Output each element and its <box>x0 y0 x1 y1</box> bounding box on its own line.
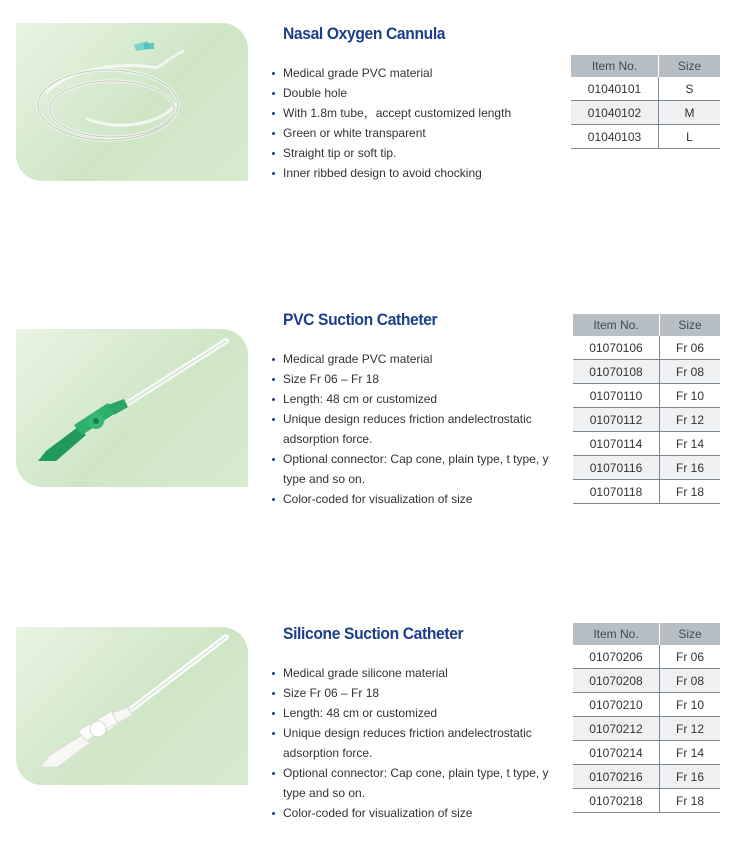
item-no-cell: 01070116 <box>573 456 660 480</box>
size-cell: Fr 06 <box>660 336 721 360</box>
item-no-cell: 01070114 <box>573 432 660 456</box>
table-row <box>573 456 720 480</box>
size-cell: Fr 16 <box>660 765 721 789</box>
feature-item: Inner ribbed design to avoid chocking <box>270 163 560 183</box>
table-row <box>573 480 720 504</box>
size-header: Size <box>659 55 721 77</box>
feature-item: Length: 48 cm or customized <box>270 389 560 409</box>
table-row <box>573 693 720 717</box>
spec-table <box>573 314 720 504</box>
item-no-cell: 01070112 <box>573 408 660 432</box>
feature-item: Size Fr 06 – Fr 18 <box>270 683 560 703</box>
feature-list <box>270 349 560 509</box>
spec-table <box>571 55 720 149</box>
item-no-cell: 01070210 <box>573 693 660 717</box>
feature-item: Optional connector: Cap cone, plain type, t type, y type and so on. <box>270 449 560 489</box>
size-cell: Fr 14 <box>660 432 721 456</box>
feature-item: Green or white transparent <box>270 123 560 143</box>
table-row <box>573 717 720 741</box>
pvc-catheter-image <box>16 329 248 487</box>
feature-item: Size Fr 06 – Fr 18 <box>270 369 560 389</box>
size-cell: M <box>659 101 721 125</box>
spec-table <box>573 623 720 813</box>
size-cell: Fr 08 <box>660 669 721 693</box>
nasal-cannula-image <box>16 23 248 181</box>
size-cell: Fr 12 <box>660 717 721 741</box>
feature-item: With 1.8m tube，accept customized length <box>270 103 560 123</box>
table-row <box>573 360 720 384</box>
table-row <box>571 125 720 149</box>
size-cell: Fr 18 <box>660 480 721 504</box>
feature-item: Color-coded for visualization of size <box>270 803 560 823</box>
size-cell: Fr 10 <box>660 693 721 717</box>
size-cell: Fr 18 <box>660 789 721 813</box>
table-row <box>573 645 720 669</box>
product-title: PVC Suction Catheter <box>283 310 438 329</box>
feature-item: Optional connector: Cap cone, plain type, t type, y type and so on. <box>270 763 560 803</box>
item-no-cell: 01040102 <box>571 101 659 125</box>
item-no-cell: 01070208 <box>573 669 660 693</box>
table-row <box>571 101 720 125</box>
item-no-header: Item No. <box>573 623 660 645</box>
size-cell: Fr 06 <box>660 645 721 669</box>
table-row <box>573 336 720 360</box>
table-row <box>573 408 720 432</box>
feature-item: Medical grade silicone material <box>270 663 560 683</box>
feature-item: Length: 48 cm or customized <box>270 703 560 723</box>
item-no-cell: 01070214 <box>573 741 660 765</box>
item-no-cell: 01070108 <box>573 360 660 384</box>
item-no-cell: 01040103 <box>571 125 659 149</box>
item-no-cell: 01070106 <box>573 336 660 360</box>
item-no-cell: 01070218 <box>573 789 660 813</box>
feature-item: Medical grade PVC material <box>270 349 560 369</box>
product-title: Nasal Oxygen Cannula <box>283 24 446 43</box>
table-row <box>573 765 720 789</box>
size-cell: S <box>659 77 721 101</box>
table-row <box>573 432 720 456</box>
size-header: Size <box>660 623 721 645</box>
table-row <box>571 77 720 101</box>
size-cell: L <box>659 125 721 149</box>
size-cell: Fr 16 <box>660 456 721 480</box>
item-no-cell: 01070118 <box>573 480 660 504</box>
feature-item: Straight tip or soft tip. <box>270 143 560 163</box>
item-no-header: Item No. <box>573 314 660 336</box>
table-row <box>573 789 720 813</box>
feature-list <box>270 63 560 183</box>
size-cell: Fr 08 <box>660 360 721 384</box>
item-no-cell: 01040101 <box>571 77 659 101</box>
item-no-header: Item No. <box>571 55 659 77</box>
feature-item: Unique design reduces friction andelectrostatic adsorption force. <box>270 409 560 449</box>
table-row <box>573 741 720 765</box>
item-no-cell: 01070216 <box>573 765 660 789</box>
size-cell: Fr 12 <box>660 408 721 432</box>
size-header: Size <box>660 314 721 336</box>
item-no-cell: 01070110 <box>573 384 660 408</box>
silicone-catheter-image <box>16 627 248 785</box>
feature-item: Unique design reduces friction andelectrostatic adsorption force. <box>270 723 560 763</box>
feature-item: Double hole <box>270 83 560 103</box>
feature-list <box>270 663 560 823</box>
product-title: Silicone Suction Catheter <box>283 624 464 643</box>
table-row <box>573 384 720 408</box>
item-no-cell: 01070212 <box>573 717 660 741</box>
table-row <box>573 669 720 693</box>
item-no-cell: 01070206 <box>573 645 660 669</box>
size-cell: Fr 10 <box>660 384 721 408</box>
feature-item: Medical grade PVC material <box>270 63 560 83</box>
size-cell: Fr 14 <box>660 741 721 765</box>
feature-item: Color-coded for visualization of size <box>270 489 560 509</box>
